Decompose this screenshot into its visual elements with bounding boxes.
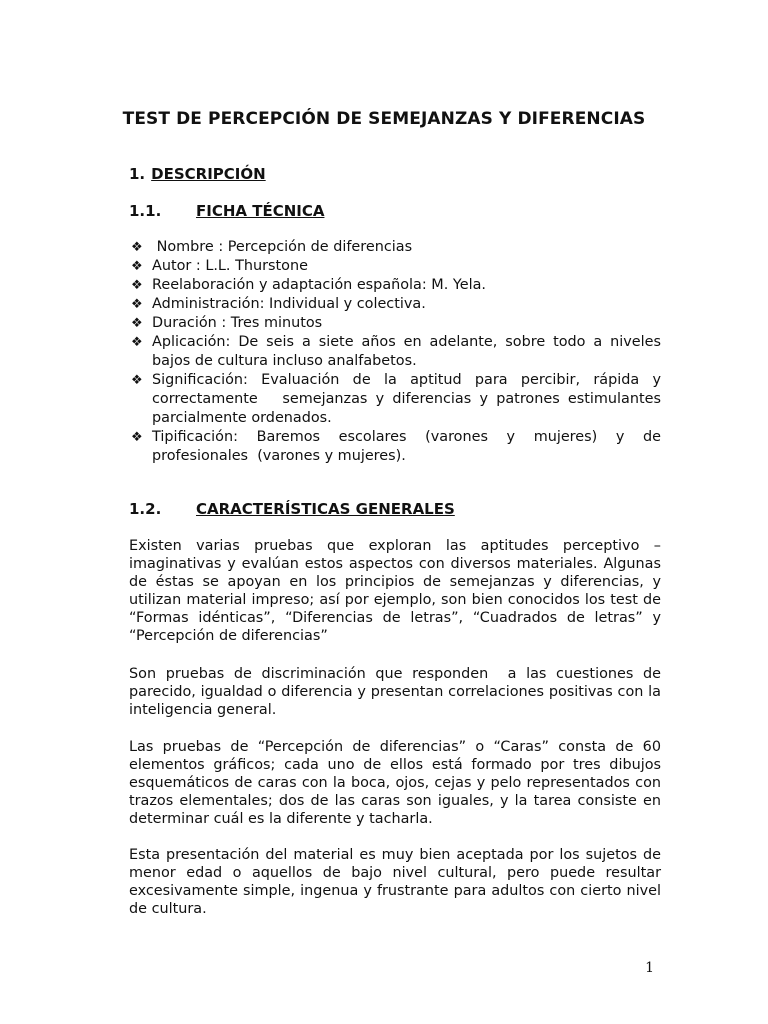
section-label: CARACTERÍSTICAS GENERALES [196, 500, 455, 518]
list-item-text: Reelaboración y adaptación española: M. Yela. [152, 277, 486, 293]
list-item-text: Nombre : Percepción de diferencias [152, 239, 413, 255]
section-label: DESCRIPCIÓN [151, 165, 266, 183]
section-number: 1.2. [129, 500, 162, 518]
diamond-bullet-icon: ❖ [131, 316, 143, 331]
diamond-bullet-icon: ❖ [131, 278, 143, 293]
page-number: 1 [645, 960, 654, 976]
section-heading-caracteristicas [129, 500, 455, 518]
diamond-bullet-icon: ❖ [131, 297, 143, 312]
list-item [131, 276, 661, 295]
list-item [131, 257, 661, 276]
diamond-bullet-icon: ❖ [131, 335, 143, 350]
list-item-text: Autor : L.L. Thurstone [152, 258, 308, 274]
list-item [131, 295, 661, 314]
section-number: 1. [129, 165, 146, 183]
list-item-text: Duración : Tres minutos [152, 315, 323, 331]
list-item-text: Administración: Individual y colectiva. [152, 296, 426, 312]
list-item [131, 371, 666, 428]
section-heading-description [129, 165, 266, 183]
ficha-tecnica-list [131, 238, 666, 466]
paragraph: Las pruebas de “Percepción de diferencias” o “Caras” consta de 60 elementos gráficos; cada uno de ellos está formado por tres dibujos esquemáticos de caras con la boca, ojos, cejas y pelo representados con trazos elementales; dos de las caras son iguales, y la tarea consiste en determinar cuál es la diferente y tacharla. [129, 739, 661, 827]
section-number: 1.1. [129, 202, 162, 220]
paragraph: Son pruebas de discriminación que responden a las cuestiones de parecido, igualdad o diferencia y presentan correlaciones positivas con la inteligencia general. [129, 666, 666, 718]
list-item-text: Aplicación: De seis a siete años en adelante, sobre todo a niveles bajos de cultura incluso analfabetos. [152, 334, 661, 369]
document-title: TEST DE PERCEPCIÓN DE SEMEJANZAS Y DIFERENCIAS [122, 109, 646, 129]
list-item [131, 238, 661, 257]
paragraph: Existen varias pruebas que exploran las aptitudes perceptivo –imaginativas y evalúan estos aspectos con diversos materiales. Algunas de éstas se apoyan en los principios de semejanzas y diferencias, y utilizan material impreso; así por ejemplo, son bien conocidos los test de “Formas idénticas”, “Diferencias de letras”, “Cuadrados de letras” y “Percepción de diferencias” [129, 538, 661, 644]
diamond-bullet-icon: ❖ [131, 240, 143, 255]
section-heading-ficha-tecnica [129, 202, 324, 220]
diamond-bullet-icon: ❖ [131, 373, 143, 388]
diamond-bullet-icon: ❖ [131, 259, 143, 274]
list-item [131, 333, 661, 371]
paragraph: Esta presentación del material es muy bien aceptada por los sujetos de menor edad o aquellos de bajo nivel cultural, pero puede resultar excesivamente simple, ingenua y frustrante para adultos con cierto nivel de cultura. [129, 847, 661, 917]
list-item [131, 314, 661, 333]
list-item-text: Tipificación: Baremos escolares (varones y mujeres) y de profesionales (varones y mujeres). [152, 429, 666, 464]
list-item-text: Significación: Evaluación de la aptitud para percibir, rápida y correctamente semejanzas y diferencias y patrones estimulantes parcialmente ordenados. [152, 372, 666, 426]
section-label: FICHA TÉCNICA [196, 202, 325, 220]
diamond-bullet-icon: ❖ [131, 430, 143, 445]
list-item [131, 428, 666, 466]
